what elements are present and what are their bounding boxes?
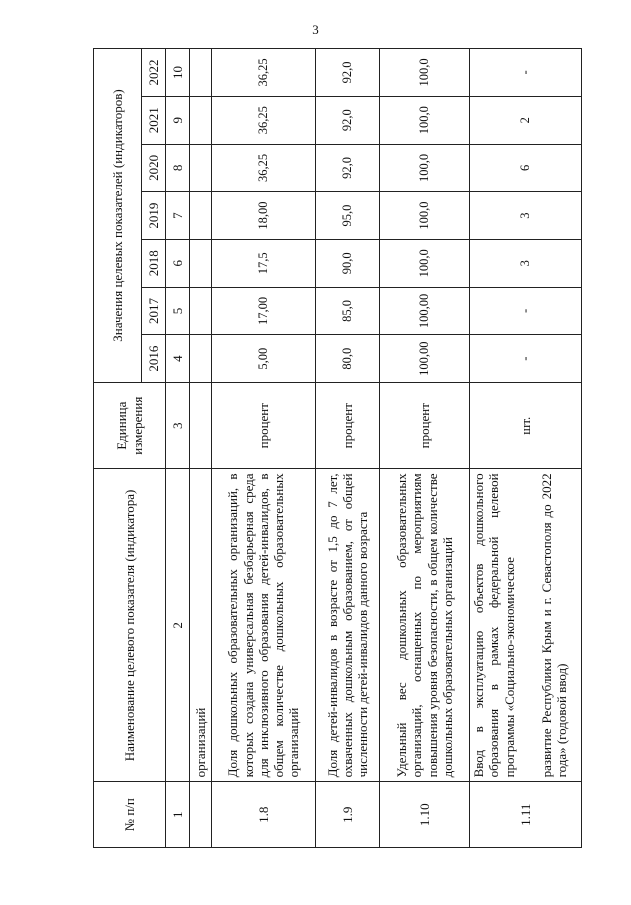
value-cell: 36,25 [212,144,316,192]
value-cell: 3 [470,239,582,287]
continuation-text: организаций [190,469,212,782]
value-cell: 92,0 [316,96,380,144]
value-cell: 17,5 [212,239,316,287]
value-cell: 3 [470,192,582,240]
header-num: № п/п [94,782,166,848]
value-cell: 100,0 [380,96,470,144]
table-row [316,49,380,848]
value-cell: 85,0 [316,287,380,335]
value-cell: - [470,335,582,383]
unit-cell: шт. [470,382,582,468]
col-index: 5 [166,287,190,335]
table-row [470,49,582,848]
header-values: Значения целевых показателей (индикаторов) [94,49,142,383]
table-cell [190,49,212,97]
table-cell [190,382,212,468]
year-2017: 2017 [142,287,166,335]
value-cell: 100,00 [380,287,470,335]
col-index: 8 [166,144,190,192]
year-2019: 2019 [142,192,166,240]
value-cell: 100,00 [380,335,470,383]
value-cell: 95,0 [316,192,380,240]
col-index: 3 [166,382,190,468]
row-number: 1.11 [470,782,582,848]
col-index: 1 [166,782,190,848]
table-row [380,49,470,848]
unit-cell: процент [316,382,380,468]
value-cell: 18,00 [212,192,316,240]
year-2022: 2022 [142,49,166,97]
value-cell: - [470,287,582,335]
rotated-table-container [93,48,581,848]
table-row [212,49,316,848]
value-cell: 92,0 [316,144,380,192]
indicator-name: Доля дошкольных образовательных организаций, в которых создана универсальная безбарьерная среда для инклюзивного образования детей-инвалидов, в общем количестве дошкольных образовательных организаций [212,469,316,782]
value-cell: 100,0 [380,49,470,97]
value-cell: 17,00 [212,287,316,335]
value-cell: 36,25 [212,49,316,97]
indicator-name-part2: развитие Республики Крым и г. Севастополя до 2022 года» (годовой ввод) [538,473,570,778]
table-cell [190,144,212,192]
indicator-name-part1: Ввод в эксплуатацию объектов дошкольного образования в рамках федеральной целевой программы «Социально-экономическое [471,473,517,778]
row-number: 1.8 [212,782,316,848]
header-name: Наименование целевого показателя (индикатора) [94,469,166,782]
value-cell: 92,0 [316,49,380,97]
col-index: 2 [166,469,190,782]
header-row-1 [94,49,142,848]
unit-cell: процент [380,382,470,468]
col-index: 10 [166,49,190,97]
table-cell [190,782,212,848]
value-cell: 6 [470,144,582,192]
value-cell: 36,25 [212,96,316,144]
value-cell: 80,0 [316,335,380,383]
table-cell [190,96,212,144]
year-2016: 2016 [142,335,166,383]
column-index-row [166,49,190,848]
table-cell [190,239,212,287]
year-2021: 2021 [142,96,166,144]
table-cell [190,192,212,240]
col-index: 4 [166,335,190,383]
col-index: 6 [166,239,190,287]
row-number: 1.10 [380,782,470,848]
value-cell: 5,00 [212,335,316,383]
table-cell [190,287,212,335]
col-index: 9 [166,96,190,144]
row-number: 1.9 [316,782,380,848]
year-2018: 2018 [142,239,166,287]
unit-cell: процент [212,382,316,468]
year-2020: 2020 [142,144,166,192]
indicator-name [470,469,582,782]
header-unit: Единица измерения [94,382,166,468]
value-cell: 2 [470,96,582,144]
col-index: 7 [166,192,190,240]
page-number: 3 [312,22,319,37]
value-cell: 100,0 [380,192,470,240]
indicator-name: Удельный вес дошкольных образовательных организаций, оснащенных по мероприятиям повышения уровня безопасности, в общем количестве дошкольных образовательных организаций [380,469,470,782]
value-cell: 90,0 [316,239,380,287]
indicator-name: Доля детей-инвалидов в возрасте от 1,5 до 7 лет, охваченных дошкольным образованием, от общей численности детей-инвалидов данного возраста [316,469,380,782]
value-cell: 100,0 [380,144,470,192]
indicators-table [93,48,582,848]
table-cell [190,335,212,383]
value-cell: 100,0 [380,239,470,287]
continuation-row [190,49,212,848]
value-cell: - [470,49,582,97]
